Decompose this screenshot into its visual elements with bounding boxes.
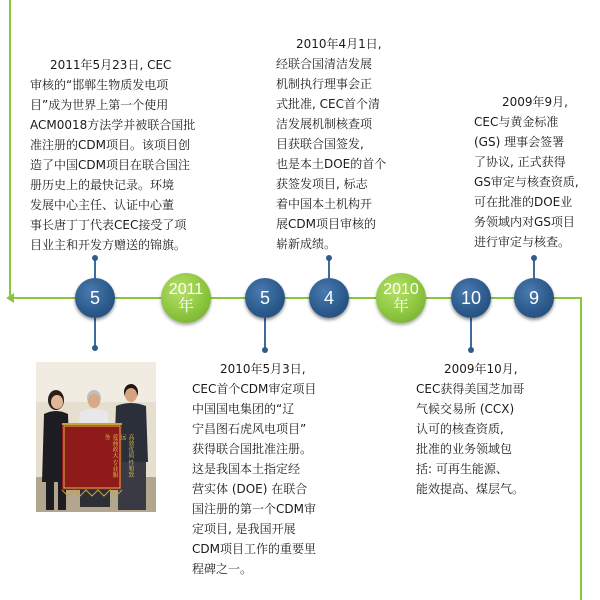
stem-dot bbox=[92, 255, 98, 261]
frame-line-right bbox=[580, 297, 582, 600]
event-line: 发展中心主任、认证中心董 bbox=[30, 198, 175, 212]
event-line: 准注册的CDM项目。该项目创 bbox=[30, 138, 190, 152]
stem-dot bbox=[262, 347, 268, 353]
node-year: 2010 bbox=[383, 281, 419, 298]
node-2011-may bbox=[75, 278, 115, 318]
event-line: 审核的“邯郸生物质发电项 bbox=[30, 78, 169, 92]
timeline-arrow bbox=[6, 293, 14, 303]
event-line: 获签发项目, 标志 bbox=[276, 177, 368, 191]
node-year-2010 bbox=[376, 273, 426, 323]
event-line: 2009年9月, bbox=[502, 95, 568, 109]
node-label: 4 bbox=[323, 287, 334, 308]
event-line: 造了中国CDM项目在联合国注 bbox=[30, 158, 190, 172]
stem-dot bbox=[531, 255, 537, 261]
event-line: 营实体 (DOE) 在联合 bbox=[192, 482, 308, 496]
event-line: 崭新成绩。 bbox=[276, 237, 337, 251]
event-line: 也是本土DOE的首个 bbox=[276, 157, 387, 171]
event-2010-05-03 bbox=[192, 359, 316, 579]
event-line: 2009年10月, bbox=[444, 362, 518, 376]
event-line: (GS) 理事会签署 bbox=[474, 135, 565, 149]
event-line: 务领域内对GS项目 bbox=[474, 215, 575, 229]
event-line: 括: 可再生能源、 bbox=[416, 462, 508, 476]
node-label: 5 bbox=[259, 287, 270, 308]
stem-2010-04-up bbox=[328, 258, 330, 280]
event-line: 定项目, 是我国开展 bbox=[192, 522, 296, 536]
event-2009-09 bbox=[474, 92, 579, 252]
event-line: ACM0018方法学并被联合国批 bbox=[30, 118, 196, 132]
banner-text-line-1: 爱商政大 专业服务 bbox=[103, 434, 118, 478]
stem-dot bbox=[326, 255, 332, 261]
stem-2010-05-down bbox=[264, 318, 266, 350]
event-line: 展CDM项目审核的 bbox=[276, 217, 376, 231]
banner-text-line-2: 高效优质 性和致远 bbox=[119, 434, 134, 478]
event-line: 能效提高、煤层气。 bbox=[416, 482, 525, 496]
event-line: 经联合国清洁发展 bbox=[276, 57, 373, 71]
event-2010-04-01 bbox=[276, 34, 386, 254]
event-line: CEC首个CDM审定项目 bbox=[192, 382, 317, 396]
node-2010-may bbox=[245, 278, 285, 318]
stem-2011-05-down bbox=[94, 318, 96, 348]
event-line: GS审定与核查资质, bbox=[474, 175, 579, 189]
node-year-suffix: 年 bbox=[392, 298, 409, 315]
event-line: 批准的业务领域包 bbox=[416, 442, 513, 456]
node-year-2011 bbox=[161, 273, 211, 323]
event-line: CEC与黄金标准 bbox=[474, 115, 559, 129]
stem-dot bbox=[92, 345, 98, 351]
event-line: 式批准, CEC首个清 bbox=[276, 97, 380, 111]
event-line: 目业主和开发方赠送的锦旗。 bbox=[30, 238, 187, 252]
event-line: 宁昌图石虎风电项目” bbox=[192, 422, 307, 436]
stem-dot bbox=[468, 347, 474, 353]
event-line: 事长唐丁丁代表CEC接受了项 bbox=[30, 218, 187, 232]
event-line: 气候交易所 (CCX) bbox=[416, 402, 515, 416]
event-line: CEC获得美国芝加哥 bbox=[416, 382, 525, 396]
frame-line-left bbox=[9, 0, 11, 299]
stem-2011-05-up bbox=[94, 258, 96, 280]
node-2010-april bbox=[309, 278, 349, 318]
node-label: 5 bbox=[89, 287, 100, 308]
node-2009-september bbox=[514, 278, 554, 318]
stem-2009-10-down bbox=[470, 318, 472, 350]
event-line: 2011年5月23日, CEC bbox=[50, 58, 172, 72]
award-photo bbox=[36, 362, 156, 512]
node-year: 2011 bbox=[168, 281, 204, 298]
event-line: 获得联合国批准注册。 bbox=[192, 442, 313, 456]
event-line: 机制执行理事会正 bbox=[276, 77, 373, 91]
event-line: CDM项目工作的重要里 bbox=[192, 542, 316, 556]
event-line: 洁发展机制核查项 bbox=[276, 117, 373, 131]
event-line: 2010年4月1日, bbox=[296, 37, 382, 51]
event-line: 着中国本土机构开 bbox=[276, 197, 373, 211]
node-label: 10 bbox=[460, 287, 482, 308]
event-line: 2010年5月3日, bbox=[220, 362, 306, 376]
event-line: 可在批准的DOE业 bbox=[474, 195, 573, 209]
stem-2009-09-up bbox=[533, 258, 535, 280]
event-line: 册历史上的最快记录。环境 bbox=[30, 178, 175, 192]
event-line: 中国国电集团的“辽 bbox=[192, 402, 295, 416]
event-line: 了协议, 正式获得 bbox=[474, 155, 566, 169]
node-label: 9 bbox=[528, 287, 539, 308]
event-line: 目获联合国签发, bbox=[276, 137, 364, 151]
node-2009-october bbox=[451, 278, 491, 318]
node-year-suffix: 年 bbox=[177, 298, 194, 315]
event-line: 认可的核查资质, bbox=[416, 422, 504, 436]
event-line: 目”成为世界上第一个使用 bbox=[30, 98, 169, 112]
event-line: 国注册的第一个CDM审 bbox=[192, 502, 316, 516]
event-line: 程碑之一。 bbox=[192, 562, 253, 576]
event-line: 这是我国本土指定经 bbox=[192, 462, 301, 476]
event-2009-10 bbox=[416, 359, 524, 499]
event-line: 进行审定与核查。 bbox=[474, 235, 571, 249]
event-2011-05-23 bbox=[30, 55, 195, 255]
